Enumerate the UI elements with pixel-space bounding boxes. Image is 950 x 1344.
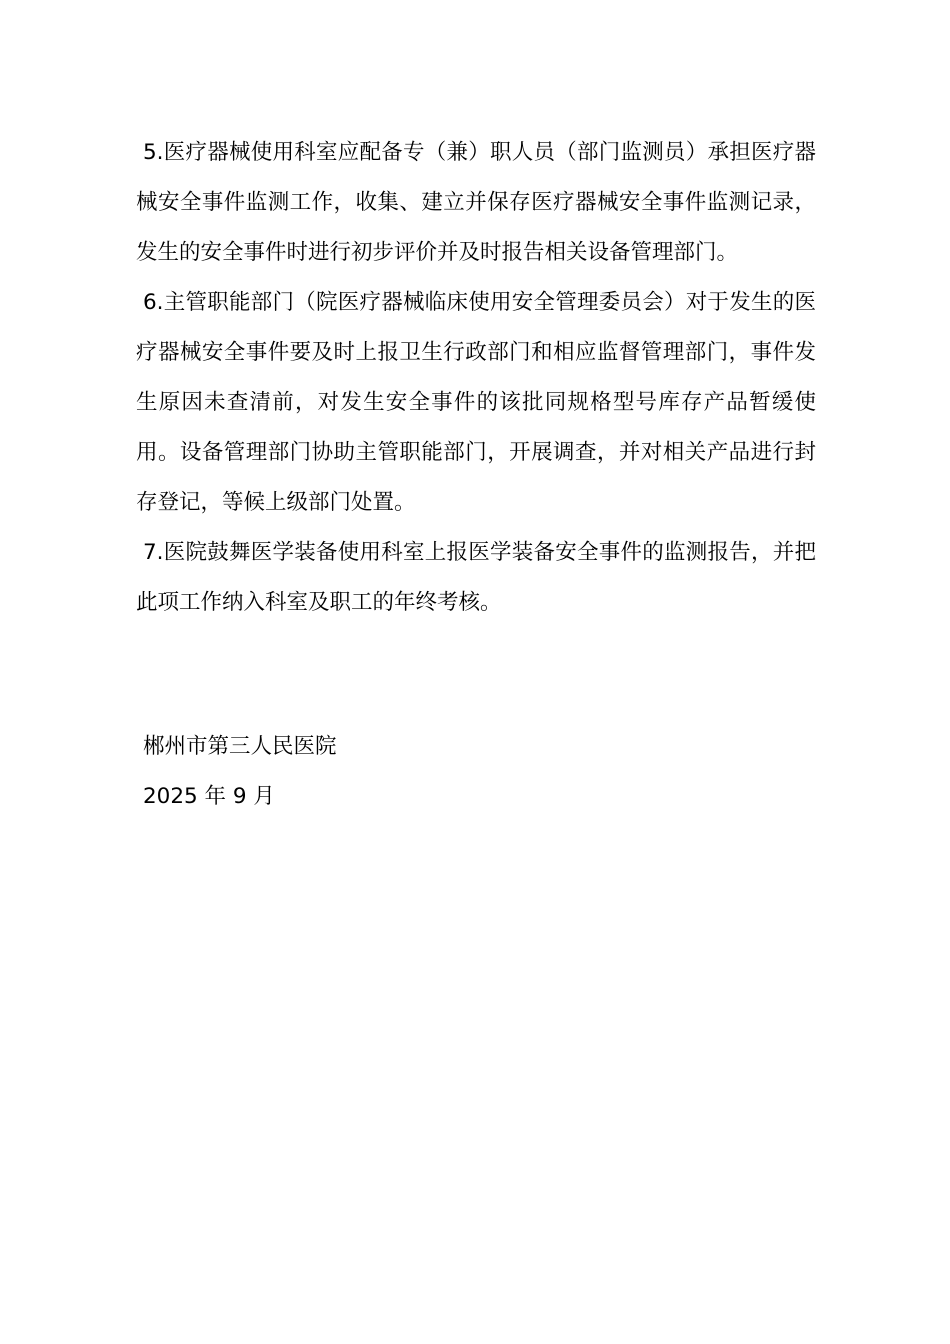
signature-organization: 郴州市第三人民医院 (143, 734, 337, 759)
paragraph-text: 5.医疗器械使用科室应配备专（兼）职人员（部门监测员）承担医疗器械安全事件监测工作，收集、建立并保存医疗器械安全事件监测记录，发生的安全事件时进行初步评价并及时报告相关设备管理部门。 (136, 140, 816, 265)
paragraph-text: 7.医院鼓舞医学装备使用科室上报医学装备安全事件的监测报告，并把此项工作纳入科室及职工的年终考核。 (136, 540, 816, 615)
paragraph-text: 6.主管职能部门（院医疗器械临床使用安全管理委员会）对于发生的医疗器械安全事件要及时上报卫生行政部门和相应监督管理部门，事件发生原因未查清前，对发生安全事件的该批同规格型号库存产品暂缓使用。设备管理部门协助主管职能部门，开展调查，并对相关产品进行封存登记，等候上级部门处置。 (136, 290, 816, 515)
signature-date: 2025 年 9 月 (143, 784, 275, 809)
paragraph-item-6 (136, 278, 816, 528)
document-body (136, 128, 816, 628)
paragraph-item-5 (136, 128, 816, 278)
signature-block (143, 722, 543, 822)
paragraph-item-7 (136, 528, 816, 628)
